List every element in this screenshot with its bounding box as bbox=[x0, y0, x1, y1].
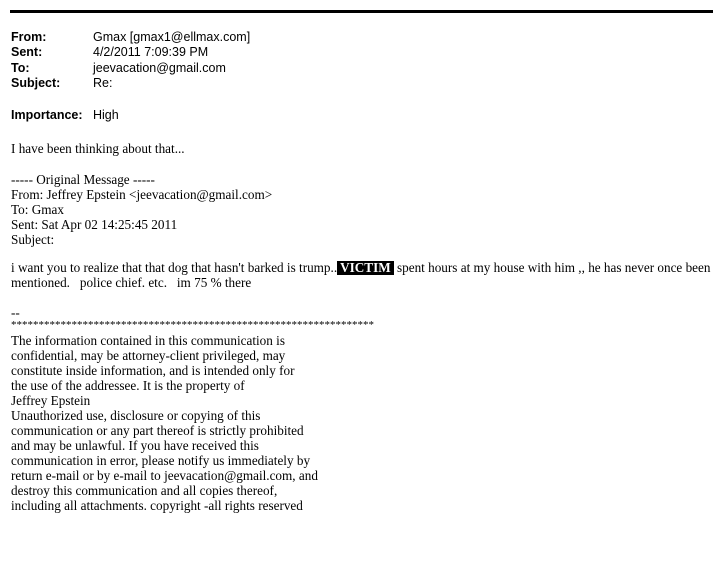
to-label: To: bbox=[11, 61, 30, 75]
original-sent: Sent: Sat Apr 02 14:25:45 2011 bbox=[11, 217, 178, 232]
disclaimer-line: The information contained in this communication is bbox=[11, 333, 285, 348]
sent-label: Sent: bbox=[11, 45, 43, 59]
message-line-1 bbox=[11, 260, 710, 276]
original-message-divider: ----- Original Message ----- bbox=[11, 172, 155, 187]
to-value: jeevacation@gmail.com bbox=[93, 61, 226, 75]
disclaimer-line: including all attachments. copyright -all rights reserved bbox=[11, 498, 303, 513]
signature-dash: -- bbox=[11, 305, 20, 320]
from-label: From: bbox=[11, 30, 47, 44]
disclaimer-line: communication in error, please notify us immediately by bbox=[11, 453, 311, 468]
sent-value: 4/2/2011 7:09:39 PM bbox=[93, 45, 209, 59]
disclaimer-line: Unauthorized use, disclosure or copying of this bbox=[11, 408, 261, 423]
subject-label: Subject: bbox=[11, 76, 61, 90]
from-value: Gmax [gmax1@ellmax.com] bbox=[93, 30, 251, 44]
original-to: To: Gmax bbox=[11, 202, 64, 217]
disclaimer-line: confidential, may be attorney-client privileged, may bbox=[11, 348, 286, 363]
disclaimer-line: destroy this communication and all copies thereof, bbox=[11, 483, 278, 498]
reply-text: I have been thinking about that... bbox=[11, 141, 185, 156]
importance-label: Importance: bbox=[11, 108, 83, 122]
disclaimer-line: Jeffrey Epstein bbox=[11, 393, 91, 408]
original-from: From: Jeffrey Epstein <jeevacation@gmail.com> bbox=[11, 187, 273, 202]
message-line-2: mentioned. police chief. etc. im 75 % there bbox=[11, 275, 252, 290]
top-rule bbox=[10, 10, 713, 13]
disclaimer-line: communication or any part thereof is strictly prohibited bbox=[11, 423, 304, 438]
signature-stars: ****************************************************************** bbox=[11, 319, 374, 331]
importance-value: High bbox=[93, 108, 119, 122]
disclaimer-line: the use of the addressee. It is the property of bbox=[11, 378, 245, 393]
message-text-part-1: i want you to realize that that dog that hasn't barked is trump.. bbox=[11, 260, 338, 275]
disclaimer-line: return e-mail or by e-mail to jeevacation@gmail.com, and bbox=[11, 468, 318, 483]
disclaimer-line: and may be unlawful. If you have received this bbox=[11, 438, 259, 453]
subject-value: Re: bbox=[93, 76, 113, 90]
disclaimer-line: constitute inside information, and is intended only for bbox=[11, 363, 295, 378]
original-subject: Subject: bbox=[11, 232, 55, 247]
message-text-part-2: spent hours at my house with him ,, he has never once been bbox=[396, 260, 711, 275]
redaction-box: VICTIM bbox=[337, 261, 394, 275]
